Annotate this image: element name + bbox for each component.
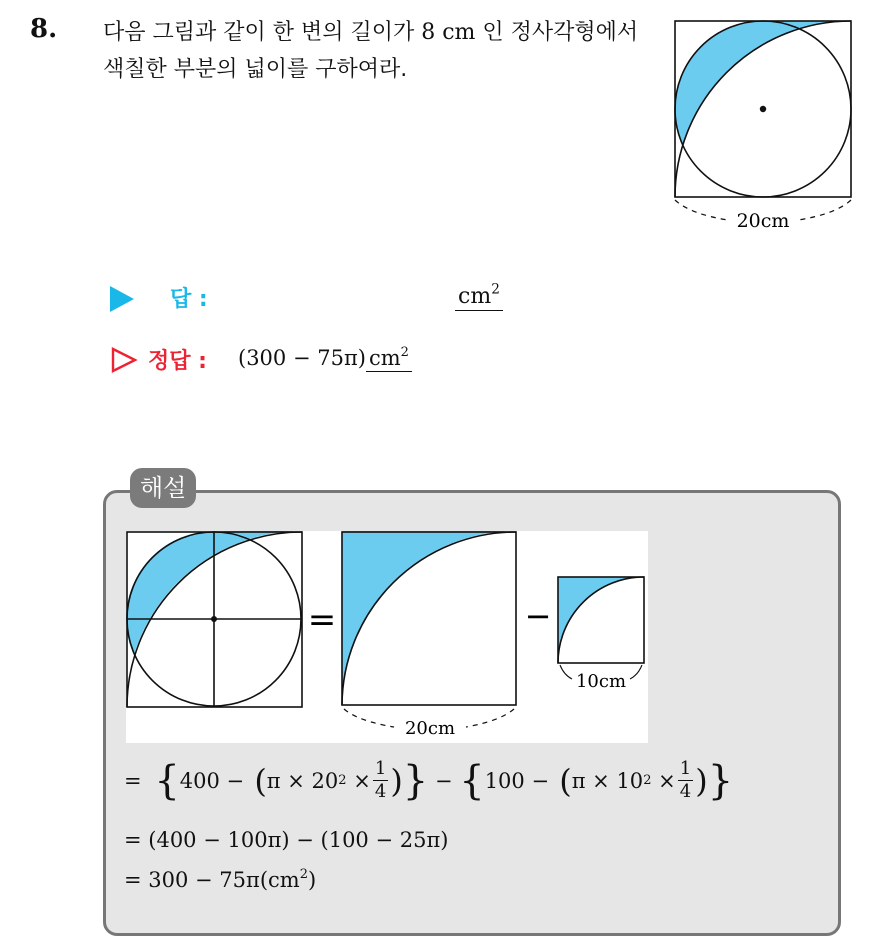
- exp-small-label: 10cm: [575, 671, 627, 692]
- m3-exp: 2: [299, 866, 308, 882]
- math-line-1: = { 400 − ( π × 20 2 × $\frac{1}{4}$ ) } − { 100 − ( π × 10 2 × $\frac{1}{4}$ ) }: [124, 757, 734, 804]
- correct-unit-base: cm: [368, 346, 401, 370]
- m1-frac-num: 1: [374, 758, 387, 779]
- correct-unit: [366, 346, 412, 372]
- m1-paren2-open: (: [549, 761, 572, 800]
- m1-brace2-close: }: [707, 757, 734, 804]
- m1-times2: ×: [658, 768, 676, 793]
- m1-a-const: 400 −: [179, 768, 245, 793]
- m1-b-const: 100 −: [484, 768, 550, 793]
- m3-suffix: ): [308, 868, 317, 892]
- question-figure: [670, 16, 860, 236]
- exp-big-label: 20cm: [404, 718, 456, 739]
- minus-sign: −: [524, 597, 552, 635]
- m1-frac: [373, 758, 388, 803]
- math-line-3: [124, 868, 316, 892]
- question-text-part2: 인 정사각형에서 색칠한 부분의 넓이를 구하여라.: [103, 20, 639, 82]
- equals-sign: =: [307, 600, 337, 640]
- exp-small-shaded: [558, 577, 644, 663]
- correct-label: 정답 :: [148, 349, 207, 374]
- dim-dash-right: [798, 200, 851, 220]
- answer-row: [110, 282, 610, 316]
- dim-dash-left: [675, 200, 728, 220]
- m1-paren-open: (: [244, 761, 267, 800]
- correct-answer: [238, 346, 412, 370]
- side-length: 8 cm: [421, 20, 476, 45]
- explanation-figure: [126, 531, 648, 743]
- center-dot: [760, 106, 766, 112]
- answer-unit-base: cm: [458, 284, 492, 309]
- math-line-2: = (400 − 100π) − (100 − 25π): [124, 828, 449, 852]
- exp-center-dot: [211, 616, 217, 622]
- answer-unit-exp: 2: [491, 281, 500, 298]
- m1-frac2: [678, 758, 693, 803]
- play-icon: [110, 286, 134, 312]
- m3-unit: cm: [268, 868, 300, 892]
- m1-brace-close: }: [402, 757, 429, 804]
- m1-eq: =: [124, 768, 142, 793]
- m1-minus: −: [434, 768, 453, 793]
- answer-blank[interactable]: [455, 281, 503, 311]
- m1-brace-open: {: [141, 757, 180, 804]
- explanation-tag: 해설: [130, 468, 196, 508]
- m1-frac-den: 4: [374, 781, 387, 802]
- m3-prefix: = 300 − 75π(: [124, 868, 269, 892]
- question-text-part1: 다음 그림과 같이 한 변의 길이가: [103, 20, 422, 45]
- question-number: 8.: [30, 14, 58, 44]
- question-text: [103, 14, 663, 88]
- m1-paren2-close: ): [695, 761, 708, 800]
- m1-b-expr: π × 10: [571, 768, 644, 793]
- correct-unit-exp: 2: [400, 344, 409, 360]
- m1-frac2-num: 1: [679, 758, 692, 779]
- m1-a-expr: π × 20: [266, 768, 339, 793]
- answer-label: 답 :: [170, 287, 208, 312]
- outline-play-icon: [110, 346, 138, 374]
- correct-value: (300 − 75π): [238, 346, 366, 370]
- m1-brace2-open: {: [459, 757, 485, 804]
- correct-row: [110, 342, 610, 382]
- m1-frac2-den: 4: [679, 781, 692, 802]
- m1-times: ×: [353, 768, 371, 793]
- exp-big-shaded: [342, 531, 516, 705]
- m1-paren-close: ): [390, 761, 403, 800]
- dimension-label: 20cm: [736, 210, 790, 232]
